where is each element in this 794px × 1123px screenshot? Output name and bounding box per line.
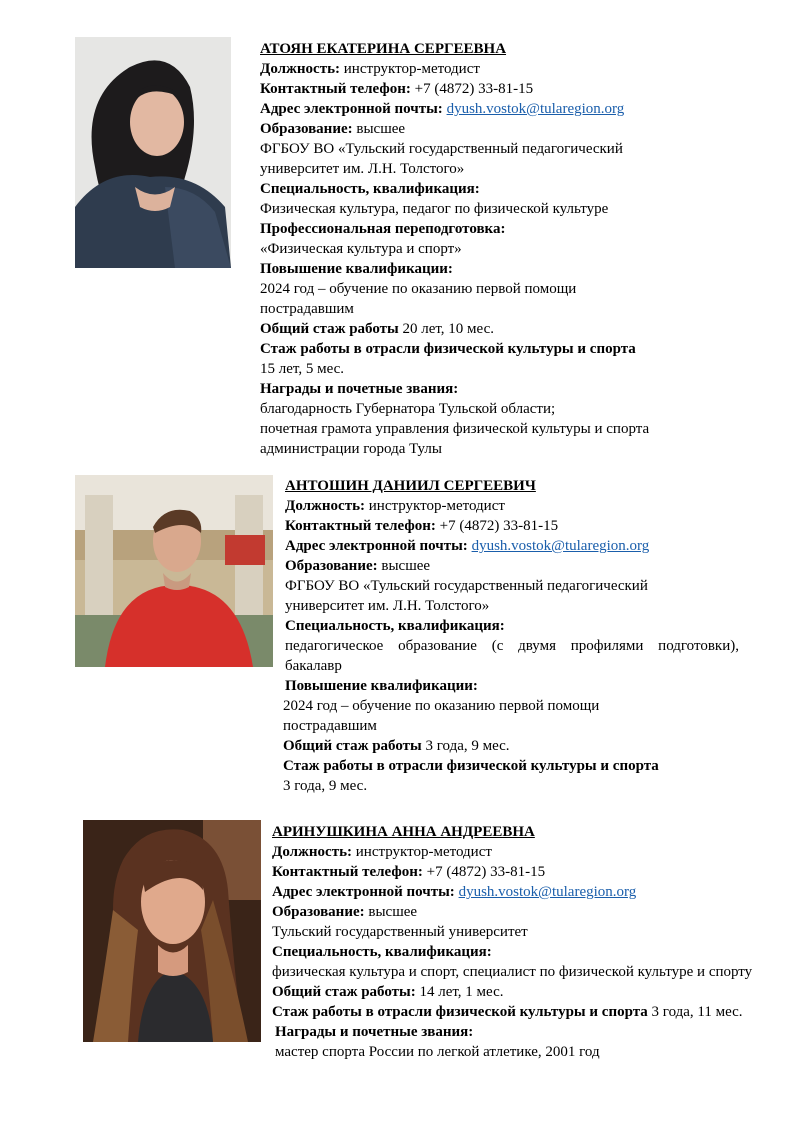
advanced-training-label: Повышение квалификации: [285, 678, 478, 694]
person-card-antoshin [285, 476, 739, 796]
position-line: Должность: инструктор-методист [260, 61, 480, 77]
advanced-training-text: 2024 год – обучение по оказанию первой помощи пострадавшим [260, 281, 577, 317]
specialty-label: Специальность, квалификация: [272, 944, 492, 960]
phone-line: Контактный телефон: +7 (4872) 33-81-15 [285, 518, 559, 534]
specialty-text: педагогическое образование (с двумя профилями подготовки), бакалавр [285, 638, 739, 674]
specialty-label: Специальность, квалификация: [260, 181, 480, 197]
person-name: АРИНУШКИНА АННА АНДРЕЕВНА [272, 824, 535, 840]
education-line: Образование: высшее [260, 121, 406, 137]
award-item: благодарность Губернатора Тульской области; [260, 401, 556, 417]
email-line: Адрес электронной почты: dyush.vostok@tularegion.org [285, 538, 650, 554]
industry-experience-text: 3 года, 9 мес. [283, 778, 368, 794]
person-photo-arinushkina [83, 820, 261, 1042]
total-experience-line: Общий стаж работы 3 года, 9 мес. [283, 738, 510, 754]
industry-experience-text: 15 лет, 5 мес. [260, 361, 345, 377]
email-link[interactable]: dyush.vostok@tularegion.org [446, 101, 625, 117]
award-item: почетная грамота управления физической культуры и спорта администрации города Тулы [260, 421, 650, 457]
awards-label: Награды и почетные звания: [260, 381, 459, 397]
institution-text: Тульский государственный университет [272, 924, 528, 940]
phone-line: Контактный телефон: +7 (4872) 33-81-15 [260, 81, 534, 97]
award-item: мастер спорта России по легкой атлетике, 2001 год [275, 1044, 600, 1060]
person-card-arinushkina [272, 822, 772, 1062]
specialty-text: Физическая культура, педагог по физической культуре [260, 201, 609, 217]
education-line: Образование: высшее [272, 904, 418, 920]
advanced-training-text: 2024 год – обучение по оказанию первой помощи пострадавшим [283, 698, 600, 734]
industry-experience-label: Стаж работы в отрасли физической культуры и спорта [283, 758, 659, 774]
person-photo-antoshin [75, 475, 273, 667]
advanced-training-label: Повышение квалификации: [260, 261, 453, 277]
position-line: Должность: инструктор-методист [272, 844, 492, 860]
person-name: АТОЯН ЕКАТЕРИНА СЕРГЕЕВНА [260, 41, 507, 57]
person-photo-atoyan [75, 37, 231, 268]
institution-text: ФГБОУ ВО «Тульский государственный педагогический университет им. Л.Н. Толстого» [285, 578, 648, 614]
specialty-label: Специальность, квалификация: [285, 618, 505, 634]
total-experience-line: Общий стаж работы 20 лет, 10 мес. [260, 321, 494, 337]
phone-line: Контактный телефон: +7 (4872) 33-81-15 [272, 864, 546, 880]
person-name: АНТОШИН ДАНИИЛ СЕРГЕЕВИЧ [285, 478, 536, 494]
industry-experience-line: Стаж работы в отрасли физической культуры и спорта 3 года, 11 мес. [272, 1004, 743, 1020]
email-link[interactable]: dyush.vostok@tularegion.org [458, 884, 637, 900]
total-experience-line: Общий стаж работы: 14 лет, 1 мес. [272, 984, 504, 1000]
position-line: Должность: инструктор-методист [285, 498, 505, 514]
retraining-text: «Физическая культура и спорт» [260, 241, 462, 257]
email-line: Адрес электронной почты: dyush.vostok@tularegion.org [272, 884, 637, 900]
awards-label: Награды и почетные звания: [275, 1024, 474, 1040]
retraining-label: Профессиональная переподготовка: [260, 221, 506, 237]
email-link[interactable]: dyush.vostok@tularegion.org [471, 538, 650, 554]
specialty-text: физическая культура и спорт, специалист по физической культуре и спорту [272, 964, 753, 980]
institution-text: ФГБОУ ВО «Тульский государственный педагогический университет им. Л.Н. Толстого» [260, 141, 623, 177]
education-line: Образование: высшее [285, 558, 431, 574]
person-card-atoyan [260, 39, 720, 459]
industry-experience-label: Стаж работы в отрасли физической культуры и спорта [260, 341, 636, 357]
email-line: Адрес электронной почты: dyush.vostok@tularegion.org [260, 101, 625, 117]
